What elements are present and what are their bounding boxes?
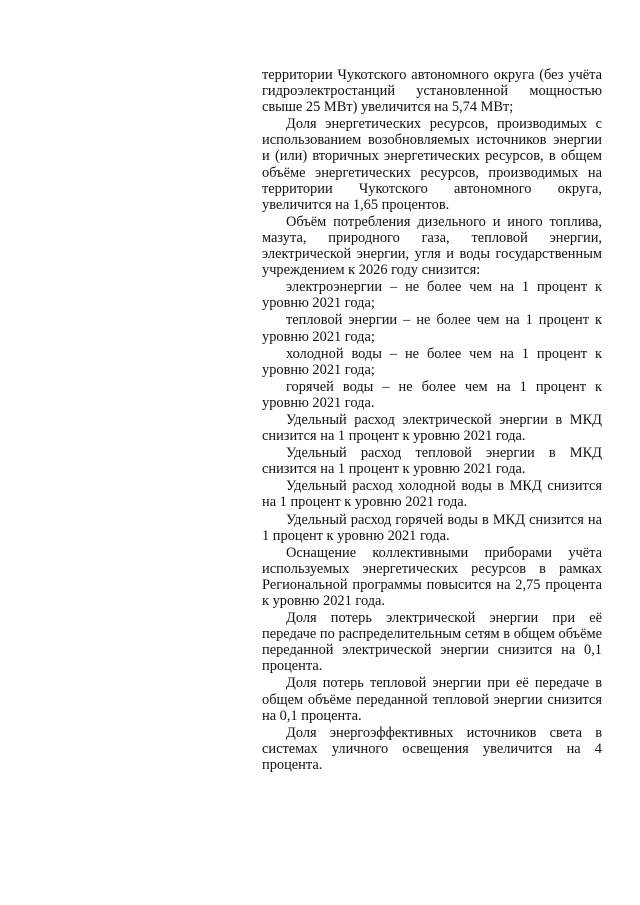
paragraph-mkd-electricity: Удельный расход электрической энергии в МКД снизится на 1 процент к уровню 2021 года. — [262, 411, 602, 445]
paragraph-street-lighting: Доля энергоэффективных источников света в системах уличного освещения увеличится на 4 процента. — [262, 724, 602, 773]
list-item-heat: тепловой энергии – не более чем на 1 процент к уровню 2021 года; — [262, 312, 602, 345]
paragraph-mkd-heat: Удельный расход тепловой энергии в МКД снизится на 1 процент к уровню 2021 года. — [262, 445, 602, 478]
paragraph-heat-losses: Доля потерь тепловой энергии при её передаче в общем объёме переданной тепловой энергии снизится на 0,1 процента. — [262, 675, 602, 724]
paragraph-continuation: территории Чукотского автономного округа (без учёта гидроэлектростанций установленной мощностью свыше 25 МВт) увеличится на 5,74 МВт; — [262, 67, 602, 116]
list-item-electricity: электроэнергии – не более чем на 1 процент к уровню 2021 года; — [262, 279, 602, 312]
paragraph-consumption-intro: Объём потребления дизельного и иного топлива, мазута, природного газа, тепловой энергии, электрической энергии, угля и воды государственным учреждением к 2026 году снизится: — [262, 213, 602, 279]
paragraph-renewable-share: Доля энергетических ресурсов, производимых с использованием возобновляемых источников энергии и (или) вторичных энергетических ресурсов, в общем объёме энергетических ресурсов, производимых на территории Чукотского автономного округа, увеличится на 1,65 процентов. — [262, 116, 602, 213]
document-page — [262, 67, 602, 773]
paragraph-metering: Оснащение коллективными приборами учёта используемых энергетических ресурсов в рамках Региональной программы повысится на 2,75 процента к уровню 2021 года. — [262, 544, 602, 609]
list-item-hot-water: горячей воды – не более чем на 1 процент к уровню 2021 года. — [262, 378, 602, 411]
paragraph-electric-losses: Доля потерь электрической энергии при её передаче по распределительным сетям в общем объёме переданной электрической энергии снизится на 0,1 процента. — [262, 610, 602, 675]
paragraph-mkd-hot-water: Удельный расход горячей воды в МКД снизится на 1 процент к уровню 2021 года. — [262, 511, 602, 544]
paragraph-mkd-cold-water: Удельный расход холодной воды в МКД снизится на 1 процент к уровню 2021 года. — [262, 478, 602, 511]
list-item-cold-water: холодной воды – не более чем на 1 процент к уровню 2021 года; — [262, 345, 602, 378]
